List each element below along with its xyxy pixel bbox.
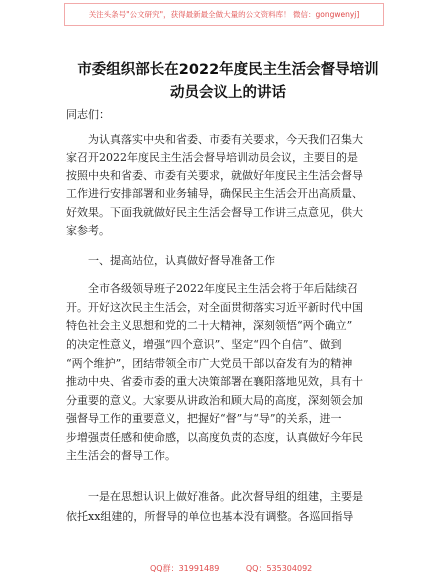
body-line: 家参考。: [66, 224, 110, 237]
footer-qq-group: QQ群：31991489: [150, 564, 220, 573]
body-line: 推动中央、省委市委的重大决策部署在襄阳落地见效，具有十: [66, 375, 363, 388]
body-line: 家召开2022年度民主生活会督导培训动员会议，主要目的是: [66, 151, 358, 164]
body-line: 特色社会主义思想和党的二十大精神，深刻领悟“两个确立”: [66, 319, 353, 332]
footer-contact: [150, 563, 312, 574]
body-line: 开。开好这次民主生活会，对全面贯彻落实习近平新时代中国: [66, 301, 363, 314]
document-title-line1: 市委组织部长在2022年度民主生活会督导培训: [77, 62, 379, 78]
body-line: “两个维护”，团结带领全市广大党员干部以奋发有为的精神: [66, 357, 353, 370]
body-line: 一是在思想认识上做好准备。此次督导组的组建，主要是: [88, 490, 363, 503]
header-banner: 关注头条号"公文研究"，获得最新最全做大量的公文资料库！ 微信：gongwenyj]: [64, 3, 384, 26]
body-line: 分重要的意义。大家要从讲政治和顾大局的高度，深刻领会加: [66, 394, 363, 407]
body-line: 好效果。下面我就做好民主生活会督导工作讲三点意见，供大: [66, 206, 363, 219]
section-heading: 一、提高站位，认真做好督导准备工作: [88, 254, 275, 267]
document-title-line2: 动员会议上的讲话: [170, 85, 286, 101]
body-line: 工作进行安排部署和业务辅导，确保民主生活会开出高质量、: [66, 187, 363, 200]
footer-qq: QQ：535304092: [245, 564, 313, 573]
body-line: 的决定性意义，增强“四个意识”、坚定“四个自信”、做到: [66, 338, 342, 351]
body-line: 为认真落实中央和省委、市委有关要求，今天我们召集大: [88, 133, 363, 146]
salutation: 同志们：: [66, 108, 110, 121]
body-line: 主生活会的督导工作。: [66, 449, 176, 462]
body-line: 强督导工作的重要意义，把握好“督”与“导”的关系，进一: [66, 412, 342, 425]
body-line: 依托xx组建的，所督导的单位也基本没有调整。各巡回指导: [66, 510, 354, 523]
body-line: 全市各级领导班子2022年度民主生活会将于年后陆续召: [88, 282, 358, 295]
body-line: 步增强责任感和使命感，以高度负责的态度，认真做好今年民: [66, 431, 363, 444]
body-line: 按照中央和省委、市委有关要求，就做好年度民主生活会督导: [66, 169, 363, 182]
